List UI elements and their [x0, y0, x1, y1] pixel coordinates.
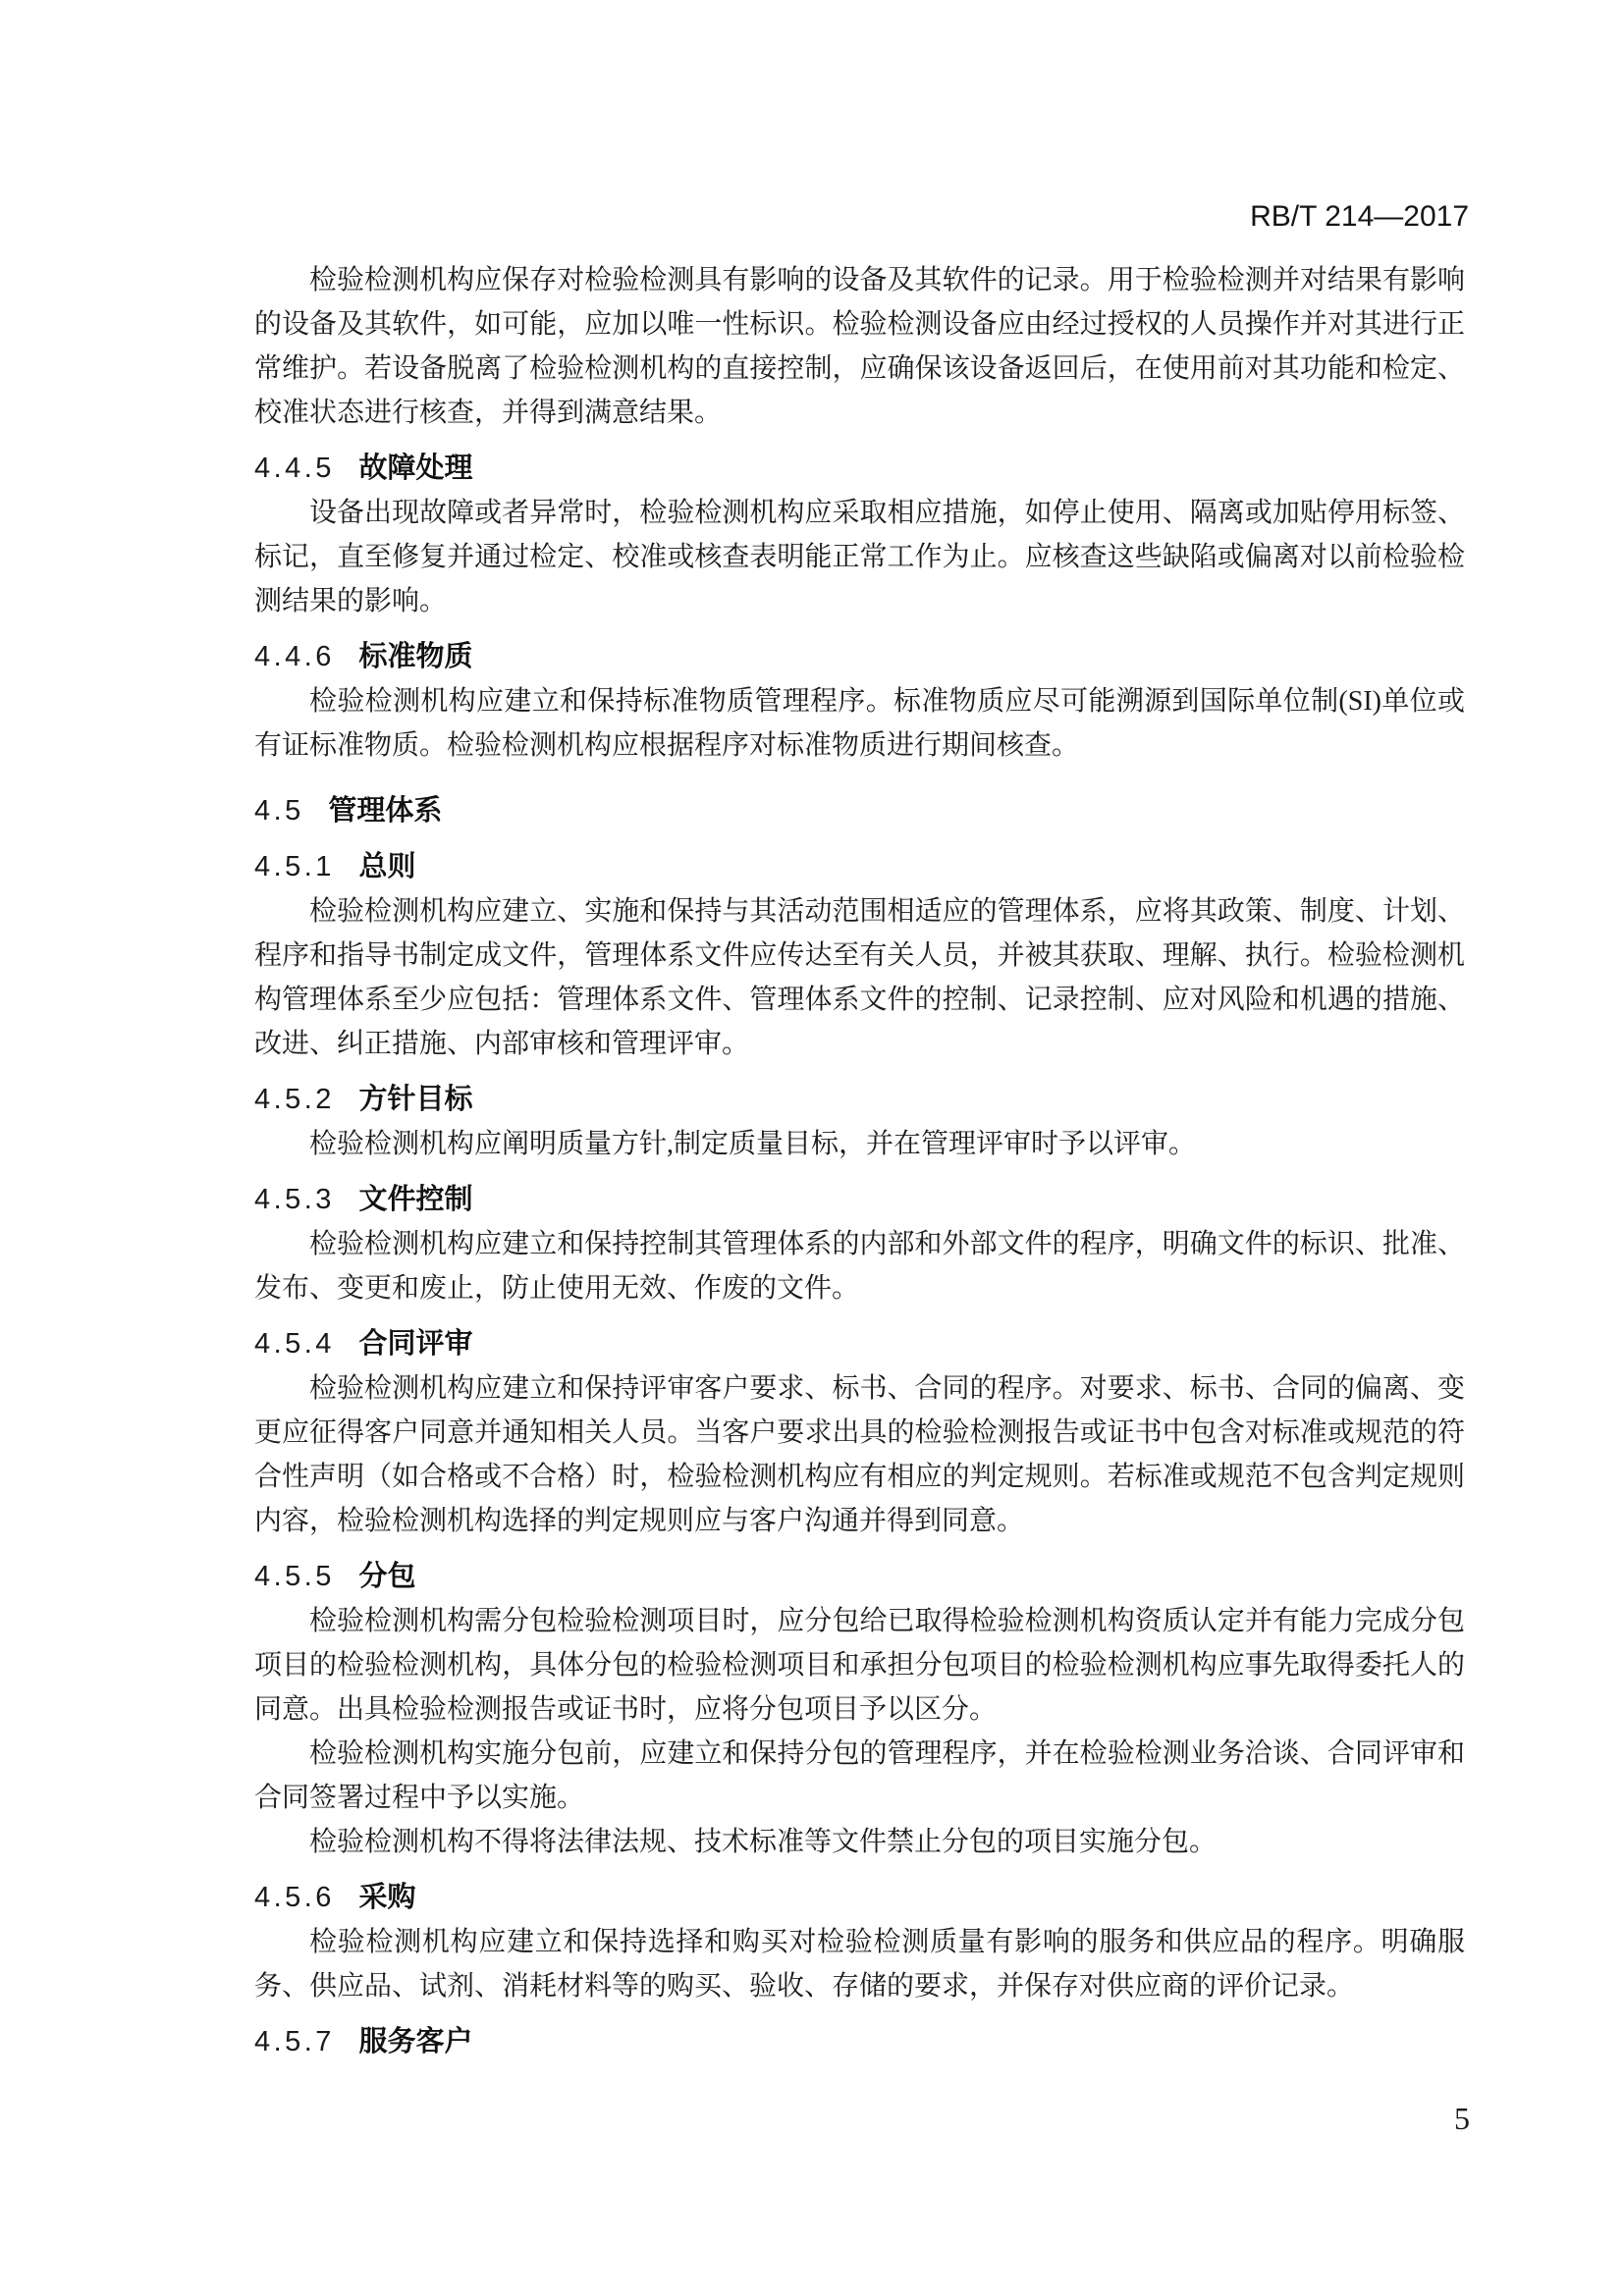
section-number: 4.5 [254, 795, 304, 827]
paragraph: 检验检测机构实施分包前，应建立和保持分包的管理程序，并在检验检测业务洽谈、合同评审和合同签署过程中予以实施。 [254, 1738, 1465, 1813]
section-number: 4.5.5 [254, 1561, 335, 1592]
section-title: 故障处理 [358, 453, 473, 484]
paragraph: 检验检测机构不得将法律法规、技术标准等文件禁止分包的项目实施分包。 [309, 1827, 1218, 1857]
section-title: 分包 [358, 1561, 416, 1592]
section-heading [254, 845, 1465, 889]
section-number: 4.4.6 [254, 641, 335, 672]
paragraph: 检验检测机构应建立、实施和保持与其活动范围相适应的管理体系，应将其政策、制度、计划、程序和指导书制定成文件，管理体系文件应传达至有关人员，并被其获取、理解、执行。检验检测机构管理体系至少应包括：管理体系文件、管理体系文件的控制、记录控制、应对风险和机遇的措施、改进、纠正措施、内部审核和管理评审。 [254, 896, 1465, 1059]
section-title: 合同评审 [358, 1328, 473, 1360]
paragraph: 检验检测机构应建立和保持评审客户要求、标书、合同的程序。对要求、标书、合同的偏离、变更应征得客户同意并通知相关人员。当客户要求出具的检验检测报告或证书中包含对标准或规范的符合性声明（如合格或不合格）时，检验检测机构应有相应的判定规则。若标准或规范不包含判定规则内容，检验检测机构选择的判定规则应与客户沟通并得到同意。 [254, 1373, 1465, 1536]
section-title: 采购 [358, 1882, 416, 1913]
section-heading [254, 1322, 1465, 1366]
section-number: 4.5.1 [254, 851, 335, 882]
section-heading [254, 1876, 1465, 1920]
section-heading [254, 2020, 1465, 2064]
paragraph: 检验检测机构需分包检验检测项目时，应分包给已取得检验检测机构资质认定并有能力完成分包项目的检验检测机构，具体分包的检验检测项目和承担分包项目的检验检测机构应事先取得委托人的同意。出具检验检测报告或证书时，应将分包项目予以区分。 [254, 1606, 1465, 1725]
section-number: 4.5.4 [254, 1328, 335, 1360]
section-heading [254, 447, 1465, 491]
paragraph: 检验检测机构应建立和保持控制其管理体系的内部和外部文件的程序，明确文件的标识、批准、发布、变更和废止，防止使用无效、作废的文件。 [254, 1229, 1465, 1304]
section-number: 4.5.6 [254, 1882, 335, 1913]
section-heading [254, 789, 1465, 833]
paragraph: 设备出现故障或者异常时，检验检测机构应采取相应措施，如停止使用、隔离或加贴停用标签、标记，直至修复并通过检定、校准或核查表明能正常工作为止。应核查这些缺陷或偏离对以前检验检测结果的影响。 [254, 498, 1465, 616]
paragraph: 检验检测机构应建立和保持选择和购买对检验检测质量有影响的服务和供应品的程序。明确服务、供应品、试剂、消耗材料等的购买、验收、存储的要求，并保存对供应商的评价记录。 [254, 1927, 1465, 2002]
section-title: 管理体系 [328, 795, 443, 827]
section-number: 4.5.3 [254, 1184, 335, 1215]
page-header [1250, 200, 1469, 234]
paragraph: 检验检测机构应保存对检验检测具有影响的设备及其软件的记录。用于检验检测并对结果有影响的设备及其软件，如可能，应加以唯一性标识。检验检测设备应由经过授权的人员操作并对其进行正常维护。若设备脱离了检验检测机构的直接控制，应确保该设备返回后，在使用前对其功能和检定、校准状态进行核查，并得到满意结果。 [254, 265, 1465, 428]
paragraph: 检验检测机构应阐明质量方针,制定质量目标，并在管理评审时予以评审。 [309, 1129, 1197, 1159]
section-title: 总则 [358, 851, 416, 882]
page-number: 5 [1454, 2101, 1470, 2136]
section-title: 标准物质 [358, 641, 473, 672]
standard-code: RB/T 214—2017 [1250, 200, 1469, 233]
section-heading [254, 1078, 1465, 1122]
section-number: 4.4.5 [254, 453, 335, 484]
section-title: 文件控制 [358, 1184, 473, 1215]
section-heading [254, 1178, 1465, 1222]
section-heading [254, 635, 1465, 679]
section-number: 4.5.7 [254, 2026, 335, 2057]
section-number: 4.5.2 [254, 1084, 335, 1115]
section-title: 服务客户 [358, 2026, 473, 2057]
section-heading [254, 1555, 1465, 1599]
page-footer [1454, 2101, 1470, 2137]
paragraph: 检验检测机构应建立和保持标准物质管理程序。标准物质应尽可能溯源到国际单位制(SI)单位或有证标准物质。检验检测机构应根据程序对标准物质进行期间核查。 [254, 686, 1465, 761]
document-body [254, 258, 1465, 2064]
section-title: 方针目标 [358, 1084, 473, 1115]
